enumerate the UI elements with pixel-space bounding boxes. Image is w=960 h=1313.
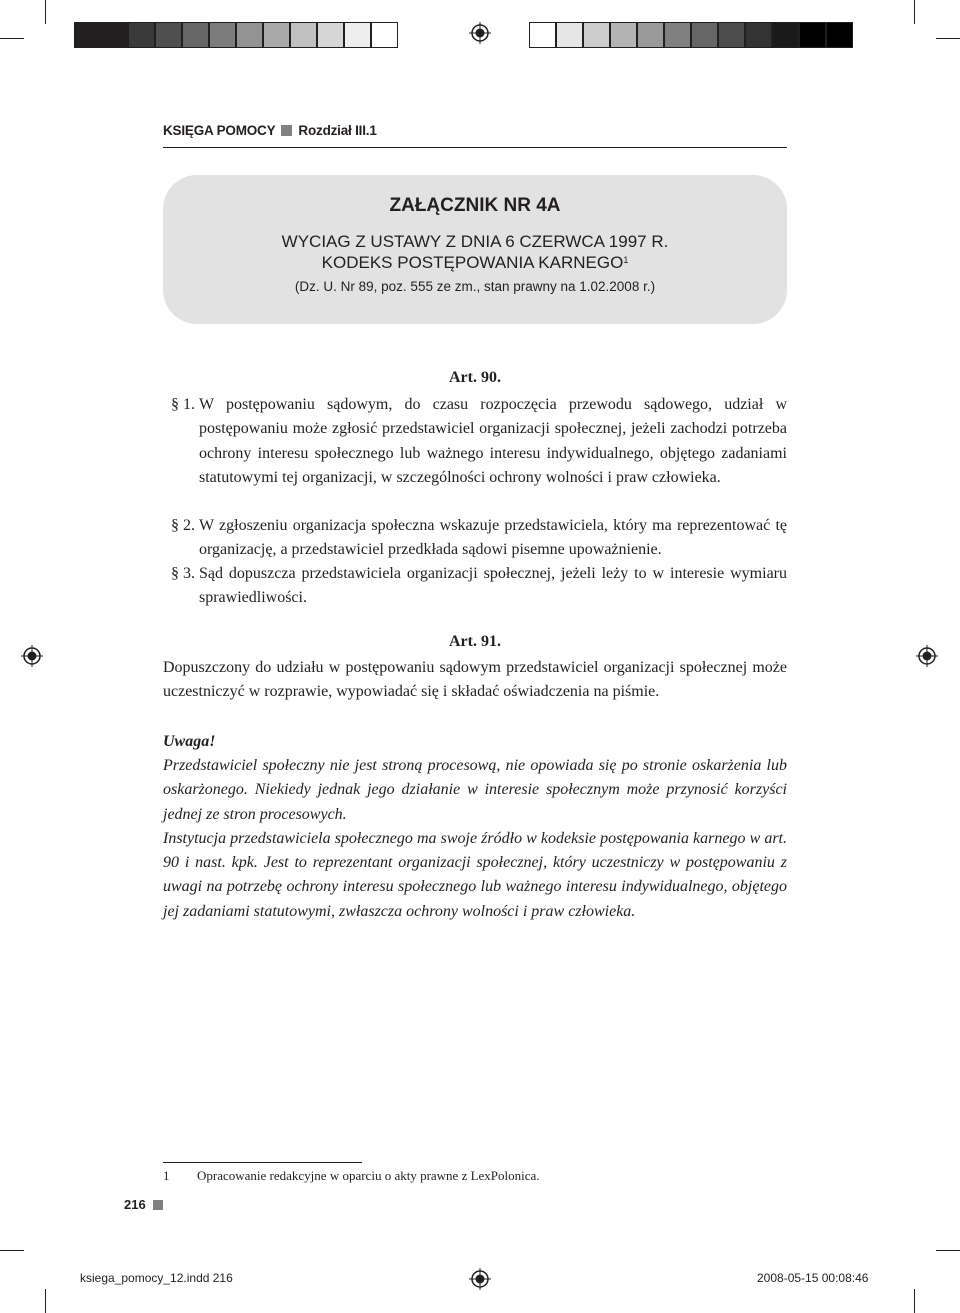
color-swatch xyxy=(610,22,637,48)
color-swatch xyxy=(74,22,101,48)
act-citation: (Dz. U. Nr 89, poz. 555 ze zm., stan prawny na 1.02.2008 r.) xyxy=(294,279,656,294)
color-swatch-bar-right xyxy=(529,22,853,48)
footnote-number: 1 xyxy=(163,1168,170,1183)
color-swatch xyxy=(664,22,691,48)
section-mark: § 1. xyxy=(171,396,195,413)
note-paragraph-2: Instytucja przedstawiciela społecznego ma swoje źródło w kodeksie postępowania karnego w art. 90 i nast. kpk. Jest to reprezentant organizacji społecznej, który uczestniczy w postępowaniu z uwagi na potrzebę ochrony interesu społecznego lub ważnego interesu indywidualnego, objętego jej zadaniami statutowymi, zwłaszcza ochrony wolności i praw człowieka. xyxy=(163,829,787,920)
article-90-heading: Art. 90. xyxy=(449,369,501,386)
book-title: KSIĘGA POMOCY xyxy=(163,123,276,138)
chapter-title: Rozdział III.1 xyxy=(298,123,377,138)
color-swatch xyxy=(826,22,853,48)
color-swatch xyxy=(263,22,290,48)
color-swatch xyxy=(529,22,556,48)
color-swatch xyxy=(344,22,371,48)
page-number-value: 216 xyxy=(124,1197,146,1212)
color-swatch xyxy=(718,22,745,48)
crop-mark xyxy=(914,1289,915,1313)
color-swatch xyxy=(182,22,209,48)
header-rule xyxy=(163,147,787,148)
title-box xyxy=(163,175,787,324)
color-swatch xyxy=(236,22,263,48)
annex-title: ZAŁĄCZNIK NR 4A xyxy=(389,195,561,216)
act-title xyxy=(163,231,787,273)
color-swatch xyxy=(637,22,664,48)
section-1-text: W postępowaniu sądowym, do czasu rozpoczęcia przewodu sądowego, udział w postępowaniu może zgłosić przedstawiciel organizacji społecznej, jeżeli zachodzi potrzeba ochrony interesu społecznego lub ważnego interesu indywidualnego, objętego zadaniami statutowymi tej organizacji, w szczególności ochrony wolności i praw człowieka. xyxy=(199,396,787,486)
color-swatch xyxy=(556,22,583,48)
crop-mark xyxy=(45,1289,46,1313)
crop-mark xyxy=(914,0,915,24)
act-title-line-1: WYCIAG Z USTAWY Z DNIA 6 CZERWCA 1997 R. xyxy=(281,232,669,251)
color-swatch-bar-left xyxy=(74,22,398,48)
article-91-heading: Art. 91. xyxy=(449,633,501,650)
act-name: KODEKS POSTĘPOWANIA KARNEGO xyxy=(321,253,624,272)
note-block xyxy=(163,730,787,924)
crop-mark xyxy=(936,38,960,39)
color-swatch xyxy=(209,22,236,48)
color-swatch xyxy=(155,22,182,48)
slug-timestamp: 2008-05-15 00:08:46 xyxy=(757,1271,869,1285)
registration-mark-icon xyxy=(469,1268,491,1290)
section-mark: § 3. xyxy=(171,565,195,582)
square-marker-icon xyxy=(153,1200,163,1210)
color-swatch xyxy=(691,22,718,48)
color-swatch xyxy=(290,22,317,48)
footnote-rule xyxy=(163,1162,362,1163)
color-swatch xyxy=(128,22,155,48)
running-header xyxy=(163,123,377,138)
crop-mark xyxy=(936,1250,960,1251)
footnote-ref: 1 xyxy=(623,255,629,265)
page-number xyxy=(124,1197,163,1212)
color-swatch xyxy=(772,22,799,48)
registration-mark-icon xyxy=(469,22,491,44)
act-title-line-2 xyxy=(163,252,787,273)
color-swatch xyxy=(101,22,128,48)
crop-mark xyxy=(45,0,46,24)
footnote-text: Opracowanie redakcyjne w oparciu o akty prawne z LexPolonica. xyxy=(197,1168,540,1183)
color-swatch xyxy=(745,22,772,48)
registration-mark-icon xyxy=(21,645,43,667)
square-marker-icon xyxy=(281,125,292,136)
note-paragraph-1: Przedstawiciel społeczny nie jest stroną procesową, nie opowiada się po stronie oskarżenia lub oskarżonego. Niekiedy jednak jego działanie w interesie społecznym może przynosić korzyści jednej ze stron procesowych. xyxy=(163,757,787,823)
article-91-text: Dopuszczony do udziału w postępowaniu sądowym przedstawiciel organizacji społecznej może uczestniczyć w rozprawie, wypowiadać się i składać oświadczenia na piśmie. xyxy=(163,659,787,701)
crop-mark xyxy=(0,1250,24,1251)
registration-mark-icon xyxy=(916,645,938,667)
section-mark: § 2. xyxy=(171,517,195,534)
footnote xyxy=(163,1168,540,1184)
slug-filename: ksiega_pomocy_12.indd 216 xyxy=(80,1271,233,1285)
color-swatch xyxy=(371,22,398,48)
section-3-text: Sąd dopuszcza przedstawiciela organizacji społecznej, jeżeli leży to w interesie wymiaru sprawiedliwości. xyxy=(199,565,787,607)
color-swatch xyxy=(317,22,344,48)
color-swatch xyxy=(583,22,610,48)
note-label: Uwaga! xyxy=(163,733,216,750)
section-2-text: W zgłoszeniu organizacja społeczna wskazuje przedstawiciela, który ma reprezentować tę organizację, a przedstawiciel przedkłada sądowi pisemne upoważnienie. xyxy=(199,517,787,559)
color-swatch xyxy=(799,22,826,48)
crop-mark xyxy=(0,38,24,39)
